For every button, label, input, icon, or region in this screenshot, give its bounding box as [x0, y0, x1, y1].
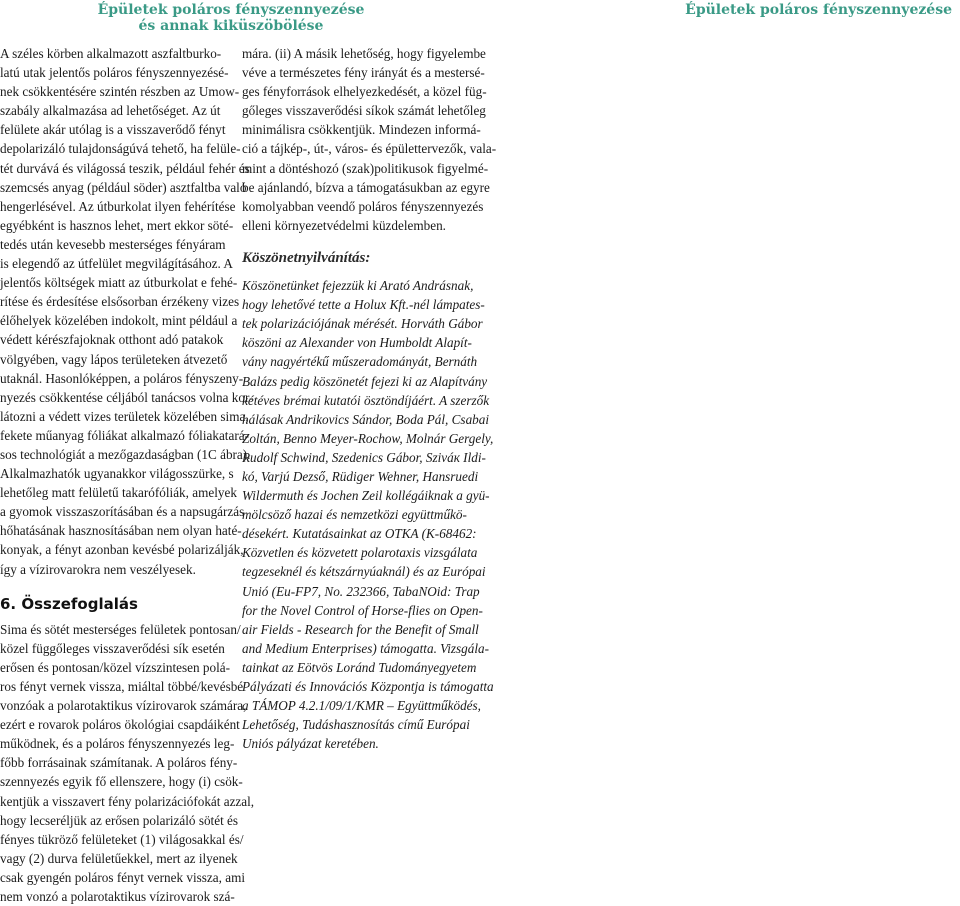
- text-line: völgyében, vagy lápos területeken átvezető: [0, 351, 228, 367]
- text-line: ros fényt vernek vissza, miáltal többé/kevésbé: [0, 679, 244, 694]
- text-line: így a vízirovarokra nem veszélyesek.: [0, 561, 196, 577]
- text-line: erősen és pontosan/közel vízszintesen polá-: [0, 659, 230, 675]
- text-line: vány nagyértékű műszeradományát, Bernáth: [242, 354, 478, 370]
- text-line: szemcsés anyag (például söder) asztfaltba való: [0, 179, 247, 195]
- text-line: Lehetőség, Tudáshasznosítás című Európai: [242, 717, 470, 733]
- text-line: mára. (ii) A másik lehetőség, hogy figyelembe: [242, 46, 486, 61]
- text-line: ezért e rovarok poláros ökológiai csapdáiként: [0, 717, 240, 733]
- text-line: Balázs pedig köszönetét fejezi ki az Alapítvány: [242, 373, 488, 389]
- text-line: kó, Varjú Dezső, Rüdiger Wehner, Hansruedi: [242, 468, 479, 484]
- text-line: hengerlésével. Az útburkolat ilyen fehérítése: [0, 198, 236, 214]
- text-line: egyébként is hasznos lehet, mert ekkor söté-: [0, 217, 234, 233]
- text-line: szabály alkalmazása ad lehetőséget. Az út: [0, 103, 221, 119]
- left-column: [0, 44, 255, 906]
- text-line: nem vonzó a polarotaktikus vízirovarok szá-: [0, 889, 235, 905]
- text-line: tek polarizációjának mérését. Horváth Gábor: [242, 316, 483, 332]
- text-line: tedés után kevesebb mesterséges fényáram: [0, 236, 226, 252]
- text-line: a TÁMOP 4.2.1/09/1/KMR – Együttműködés,: [242, 698, 481, 714]
- text-line: gőleges visszaverődési síkok számát lehetőleg: [242, 103, 486, 119]
- left-paragraph-2: [0, 620, 255, 906]
- text-line: is elegendő az útfelület megvilágításához. A: [0, 256, 233, 272]
- text-line: for the Novel Control of Horse-flies on Open-: [242, 602, 483, 618]
- text-line: felülete akár utólag is a visszaverődő fényt: [0, 122, 226, 138]
- running-header-center: [0, 2, 462, 34]
- text-line: hálásak Andrikovics Sándor, Boda Pál, Csabai: [242, 411, 490, 427]
- text-line: Rudolf Schwind, Szedenics Gábor, Sziváк Ildi-: [242, 449, 486, 465]
- text-line: mölcsöző hazai és nemzetközi együttműkö-: [242, 507, 467, 523]
- text-line: A széles körben alkalmazott aszfaltburko-: [0, 46, 222, 61]
- text-line: konyak, a fényt azonban kevésbé polarizálják,: [0, 542, 244, 558]
- text-line: szennyezés egyik fő ellenszere, hogy (i) csök-: [0, 774, 243, 790]
- text-line: minimálisra csökkentjük. Mindezen informá-: [242, 122, 481, 138]
- text-line: fekete műanyag fóliákat alkalmazó fóliakatará-: [0, 427, 249, 443]
- text-line: működnek, és a poláros fényszennyezés leg-: [0, 736, 235, 752]
- text-line: élőhelyek közelében indokolt, mint például a: [0, 313, 238, 329]
- text-line: tainkat az Eötvös Loránd Tudományegyetem: [242, 659, 477, 675]
- acknowledgements-title: Köszönetnyilvánítás:: [242, 249, 371, 266]
- text-line: Pályázati és Innovációs Központja is támogatta: [242, 679, 494, 694]
- text-line: látozni a védett vizes területek közelében sima,: [0, 408, 249, 424]
- text-line: jelentős költségek miatt az útburkolat e fehé-: [0, 275, 238, 291]
- text-line: désekért. Kutatásainkat az OTKA (K-68462:: [242, 526, 477, 542]
- text-line: ges fényforrások elhelyezkedését, a közel füg-: [242, 84, 487, 100]
- text-line: köszöni az Alexander von Humboldt Alapít-: [242, 335, 472, 351]
- text-line: sos technológiát a mezőgazdaságban (1C ábra).: [0, 446, 251, 462]
- text-line: air Fields - Research for the Benefit of Small: [242, 621, 479, 637]
- text-line: elleni környezetvédelmi küzdelemben.: [242, 217, 446, 233]
- text-line: vonzóak a polarotaktikus vízirovarok számára,: [0, 698, 247, 714]
- text-line: főbb forrásainak számítanak. A poláros fény-: [0, 755, 238, 771]
- text-line: vagy (2) durva felületűekkel, mert az ilyenek: [0, 850, 238, 866]
- text-line: Unió (Eu-FP7, No. 232366, TabaNOid: Trap: [242, 583, 480, 599]
- left-paragraph-1: [0, 44, 254, 579]
- text-line: lehetőleg matt felületű takarófóliák, amelyek: [0, 485, 237, 501]
- text-line: Wildermuth és Jochen Zeil kollégáiknak a gyü-: [242, 488, 490, 504]
- text-line: mint a döntéshozó (szak)politikusok figyelmé-: [242, 160, 489, 176]
- header-title-line2: és annak kiküszöbölése: [138, 18, 324, 34]
- text-line: tegzeseknél és kétszárnyúaknál) és az Európai: [242, 564, 486, 580]
- text-line: hogy lecseréljük az erősen polarizáló sötét és: [0, 812, 239, 828]
- text-line: Sima és sötét mesterséges felületek pontosan/: [0, 621, 241, 637]
- text-line: and Medium Enterprises) támogatta. Vizsgála-: [242, 640, 490, 656]
- text-line: fényes tükröző felületeket (1) világosakkal és/: [0, 831, 244, 847]
- text-line: hogy lehetővé tette a Holux Kft.-nél lámpates-: [242, 297, 485, 313]
- right-column: [242, 44, 497, 753]
- text-line: Zoltán, Benno Meyer-Rochow, Molnár Gergely,: [242, 430, 494, 446]
- text-line: hőhatásának hasznosításában nem olyan haté-: [0, 523, 242, 539]
- right-paragraph-1: [242, 44, 497, 235]
- text-line: kentjük a visszavert fény polarizációfokát azzal,: [0, 793, 255, 809]
- running-header-right: Épületek poláros fényszennyezése: [685, 2, 952, 18]
- text-line: a gyomok visszaszorításában és a napsugárzás: [0, 504, 245, 520]
- text-line: közel függőleges visszaverődési sík esetén: [0, 640, 225, 656]
- text-line: ció a tájkép-, út-, város- és épülettervezők, vala-: [242, 141, 497, 157]
- text-line: tét durvává és világossá teszik, például fehér és: [0, 160, 250, 176]
- text-line: latú utak jelentős poláros fényszennyezésé-: [0, 65, 229, 81]
- text-line: be ajánlandó, bízva a támogatásukban az egyre: [242, 179, 490, 195]
- text-line: Köszönetünket fejezzük ki Arató Andrásnak,: [242, 278, 474, 294]
- text-line: rítése és érdesítése elsősorban érzékeny vizes: [0, 294, 240, 310]
- text-line: csak gyengén poláros fényt vernek vissza, ami: [0, 869, 245, 885]
- text-line: nek csökkentésére szintén részben az Umow-: [0, 84, 240, 100]
- header-title-line1: Épületek poláros fényszennyezése: [97, 2, 365, 18]
- text-line: komolyabban veendő poláros fényszennyezés: [242, 198, 484, 214]
- section-title: 6. Összefoglalás: [0, 594, 138, 613]
- text-line: depolarizáló tulajdonságúvá tehető, ha felüle-: [0, 141, 241, 157]
- text-line: utaknál. Hasonlóképpen, a poláros fényszeny-: [0, 370, 244, 386]
- text-line: Uniós pályázat keretében.: [242, 736, 379, 752]
- text-line: kétéves brémai kutatói ösztöndíjáért. A szerzők: [242, 392, 490, 408]
- text-line: Alkalmazhatók ugyanakkor világosszürke, s: [0, 466, 234, 482]
- text-line: véve a természetes fény irányát és a mestersé-: [242, 65, 485, 81]
- text-line: védett kérészfajoknak otthont adó patakok: [0, 332, 224, 348]
- text-line: nyezés csökkentése céljából tanácsos volna kor-: [0, 389, 254, 405]
- acknowledgements-text: [242, 276, 494, 753]
- text-line: Közvetlen és közvetett polarotaxis vizsgálata: [242, 545, 478, 561]
